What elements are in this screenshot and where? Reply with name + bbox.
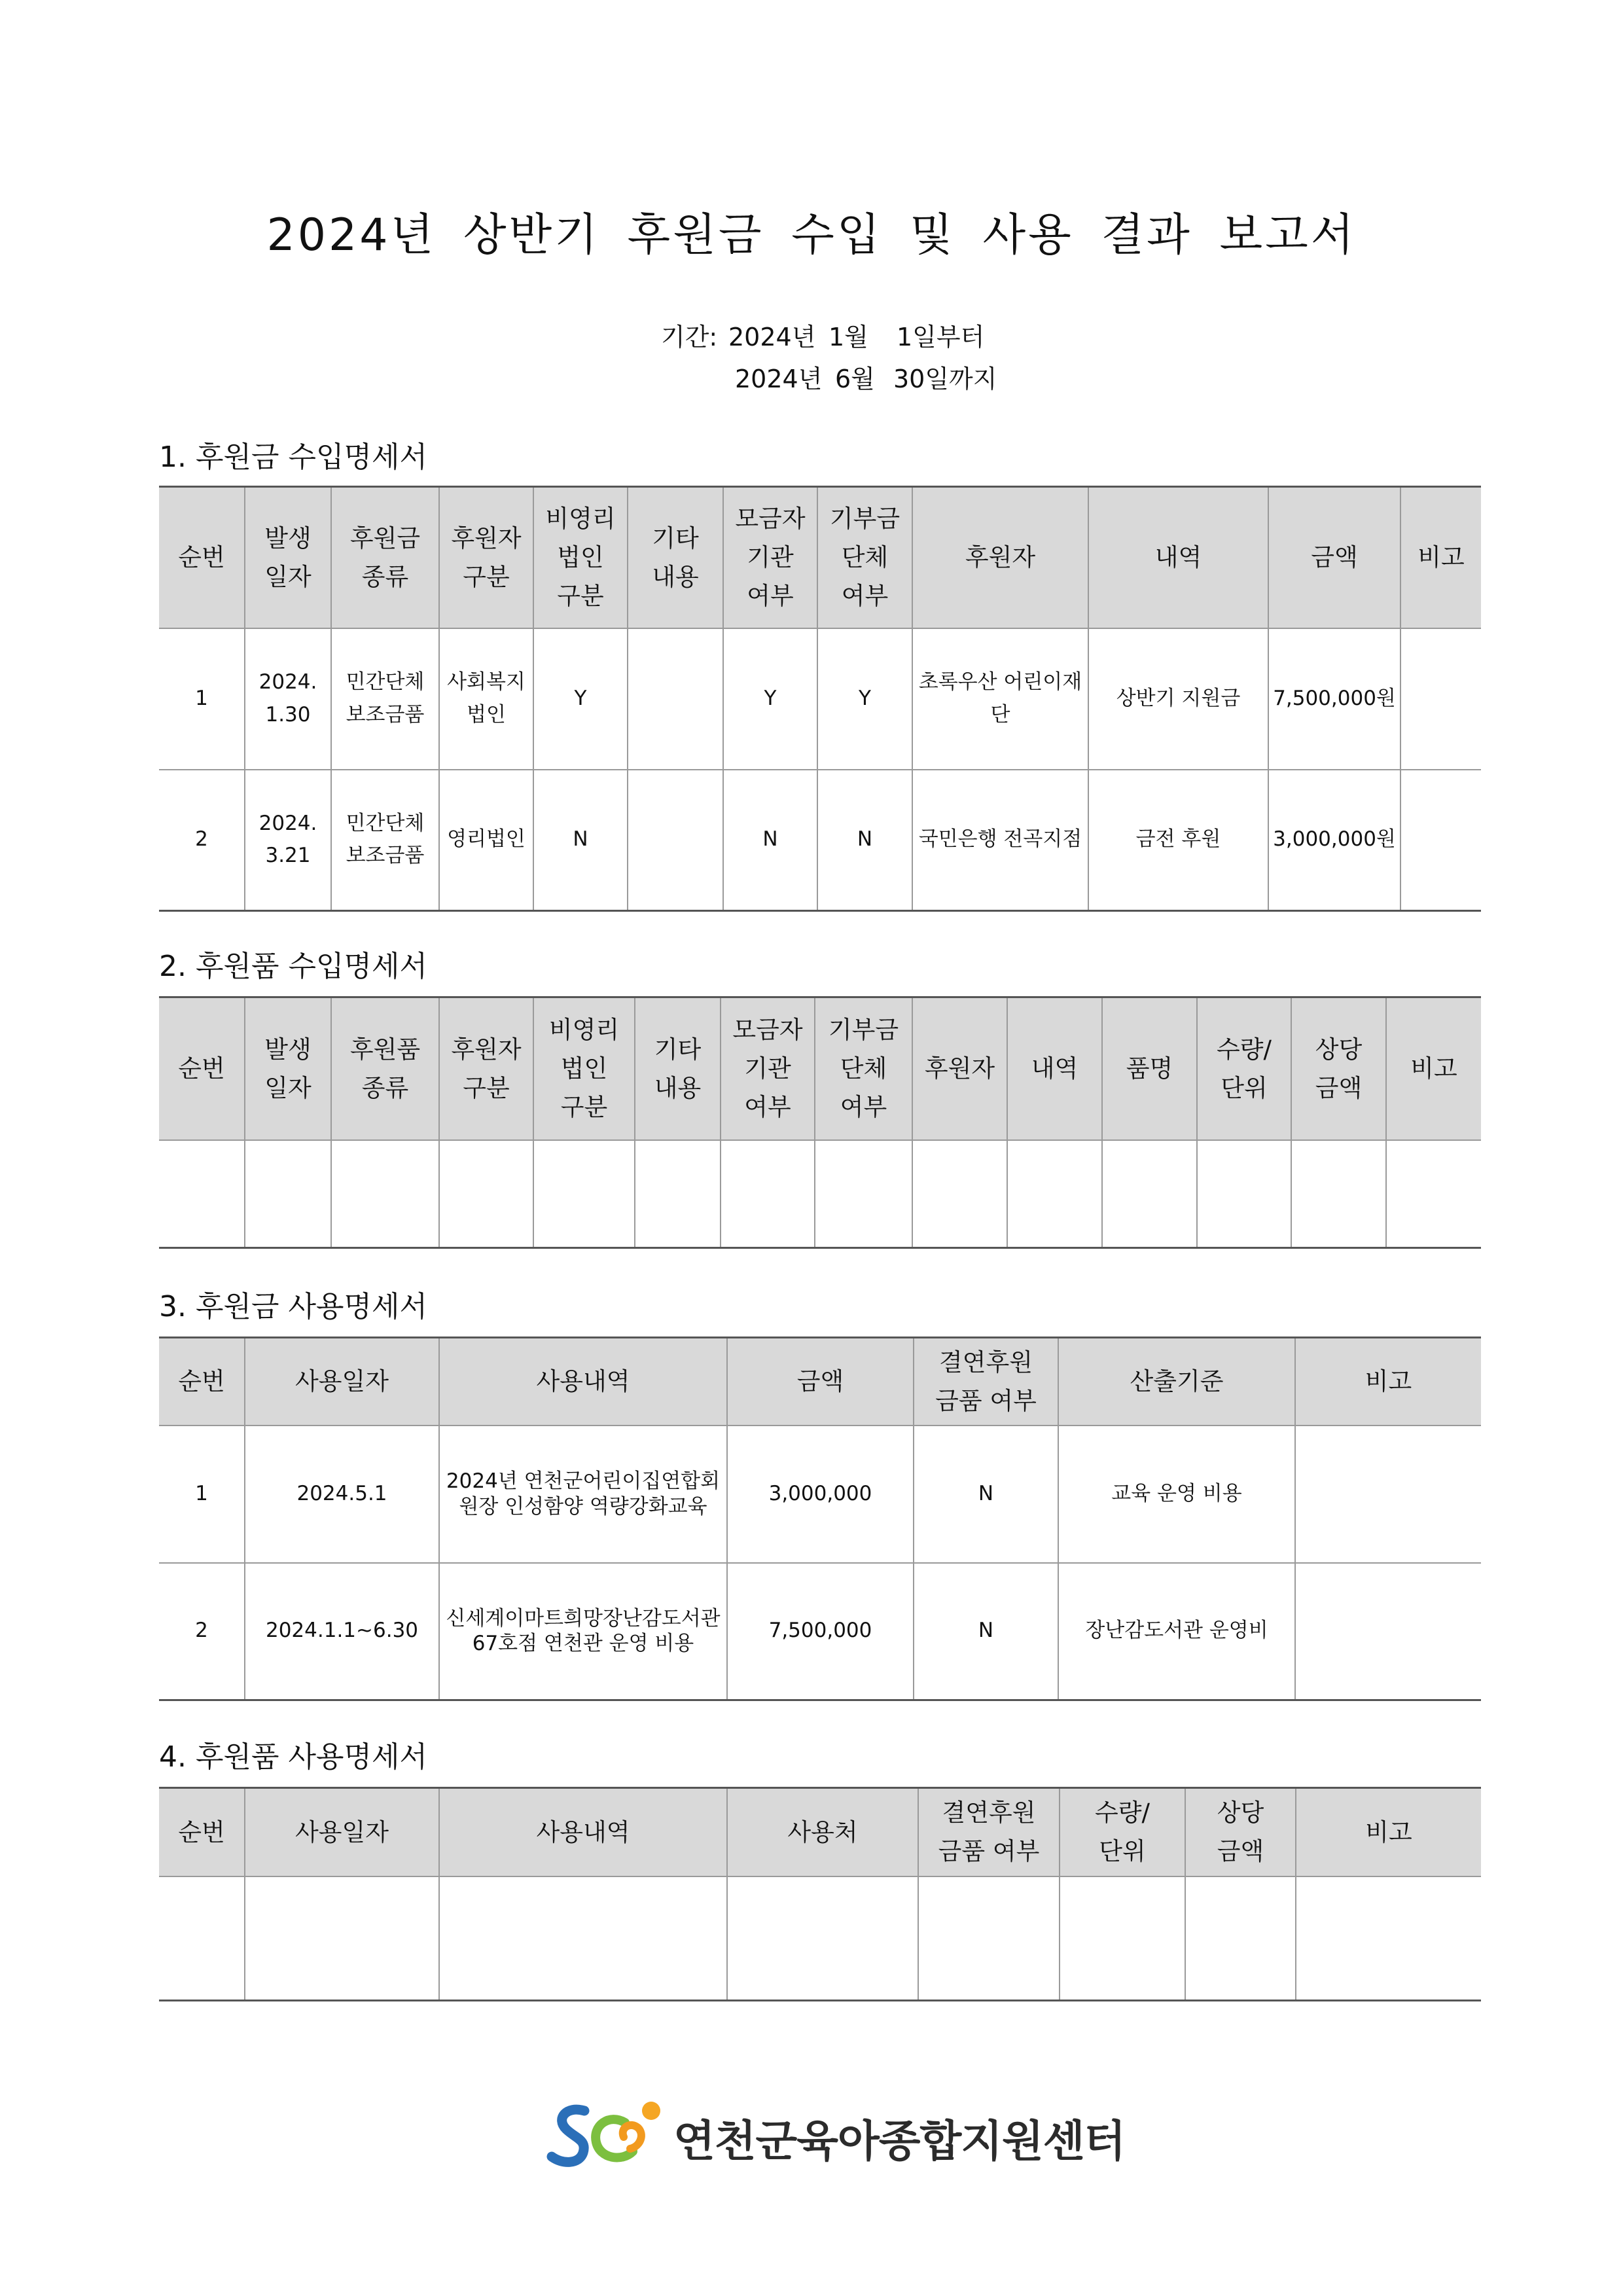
section-title-use-goods: 4. 후원품 사용명세서 [159,1740,427,1774]
table-row: 1 2024. 1.30 민간단체 보조금품 사회복지 법인 Y Y Y 초록우산 어린이재단 상반기 지원금 7,500,000원 [159,628,1481,770]
section-title-use-money: 3. 후원금 사용명세서 [159,1290,427,1323]
header-row: 순번 사용일자 사용내역 사용처 결연후원 금품 여부 수량/ 단위 상당 금액 비고 [159,1788,1481,1876]
header-row: 순번 발생 일자 후원금 종류 후원자 구분 비영리 법인 구분 기타 내용 모금자 기관 여부 기부금 단체 여부 후원자 내역 금액 비고 [159,487,1481,628]
period-label: 기간: [661,323,718,351]
section-title-income-money: 1. 후원금 수입명세서 [159,440,427,474]
center-logo-icon [546,2096,664,2178]
footer-logo [546,2098,1125,2176]
income-goods-table [159,996,1481,1249]
use-goods-table [159,1787,1481,2001]
header-row: 순번 발생 일자 후원품 종류 후원자 구분 비영리 법인 구분 기타 내용 모금자 기관 여부 기부금 단체 여부 후원자 내역 품명 수량/ 단위 상당 금액 비고 [159,997,1481,1140]
page-title: 2024년 상반기 후원금 수입 및 사용 결과 보고서 [266,209,1357,261]
income-money-table [159,486,1481,912]
table-row: 1 2024.5.1 2024년 연천군어린이집연합회 원장 인성함양 역량강화교육 3,000,000 N 교육 운영 비용 [159,1426,1481,1563]
table-row: 2 2024. 3.21 민간단체 보조금품 영리법인 N N N 국민은행 전곡지점 금전 후원 3,000,000원 [159,770,1481,911]
org-name: 연천군육아종합지원센터 [673,2115,1126,2166]
table-row: 2 2024.1.1~6.30 신세계이마트희망장난감도서관 67호점 연천관 운영 비용 7,500,000 N 장난감도서관 운영비 [159,1563,1481,1700]
section-title-income-goods: 2. 후원품 수입명세서 [159,950,427,983]
table-row-empty [159,1140,1481,1248]
header-row: 순번 사용일자 사용내역 금액 결연후원 금품 여부 산출기준 비고 [159,1338,1481,1426]
use-money-table [159,1336,1481,1701]
table-row-empty [159,1876,1481,2001]
